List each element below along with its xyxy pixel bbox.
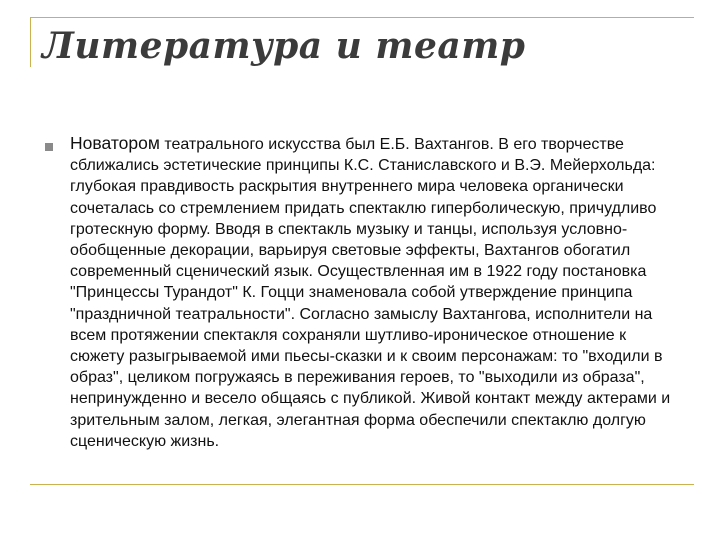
frame-top-line [30, 17, 694, 18]
body-paragraph [70, 133, 676, 452]
square-bullet-icon [45, 143, 53, 151]
frame-left-line [30, 17, 31, 67]
frame-bottom-line [30, 484, 694, 485]
slide-title: Литература и театр [42, 25, 526, 67]
paragraph-text: театрального искусства был Е.Б. Вахтангов. В его творчестве сближались эстетические принципы К.С. Станиславского и В.Э. Мейерхольда: глубокая правдивость раскрытия внутреннего мира человека органически сочеталась со стремлением придать спектаклю гиперболическую, причудливо гротескную форму. Вводя в спектакль музыку и танцы, используя условно-обобщенные декорации, варьируя световые эффекты, Вахтангов обогатил современный сценический язык. Осуществленная им в 1922 году постановка "Принцессы Турандот" К. Гоцци знаменовала собой утверждение принципа "праздничной театральности". Согласно замыслу Вахтангова, исполнители на всем протяжении спектакля сохраняли шутливо-ироническое отношение к сюжету разыгрываемой ими пьесы-сказки и к своим персонажам: то "входили в образ", целиком погружаясь в переживания героев, то "выходили из образа", непринужденно и весело общаясь с публикой. Живой контакт между актерами и зрительным залом, легкая, элегантная форма обеспечили спектаклю долгую сценическую жизнь. [70, 136, 671, 450]
paragraph-lead: Новатором [70, 133, 160, 153]
